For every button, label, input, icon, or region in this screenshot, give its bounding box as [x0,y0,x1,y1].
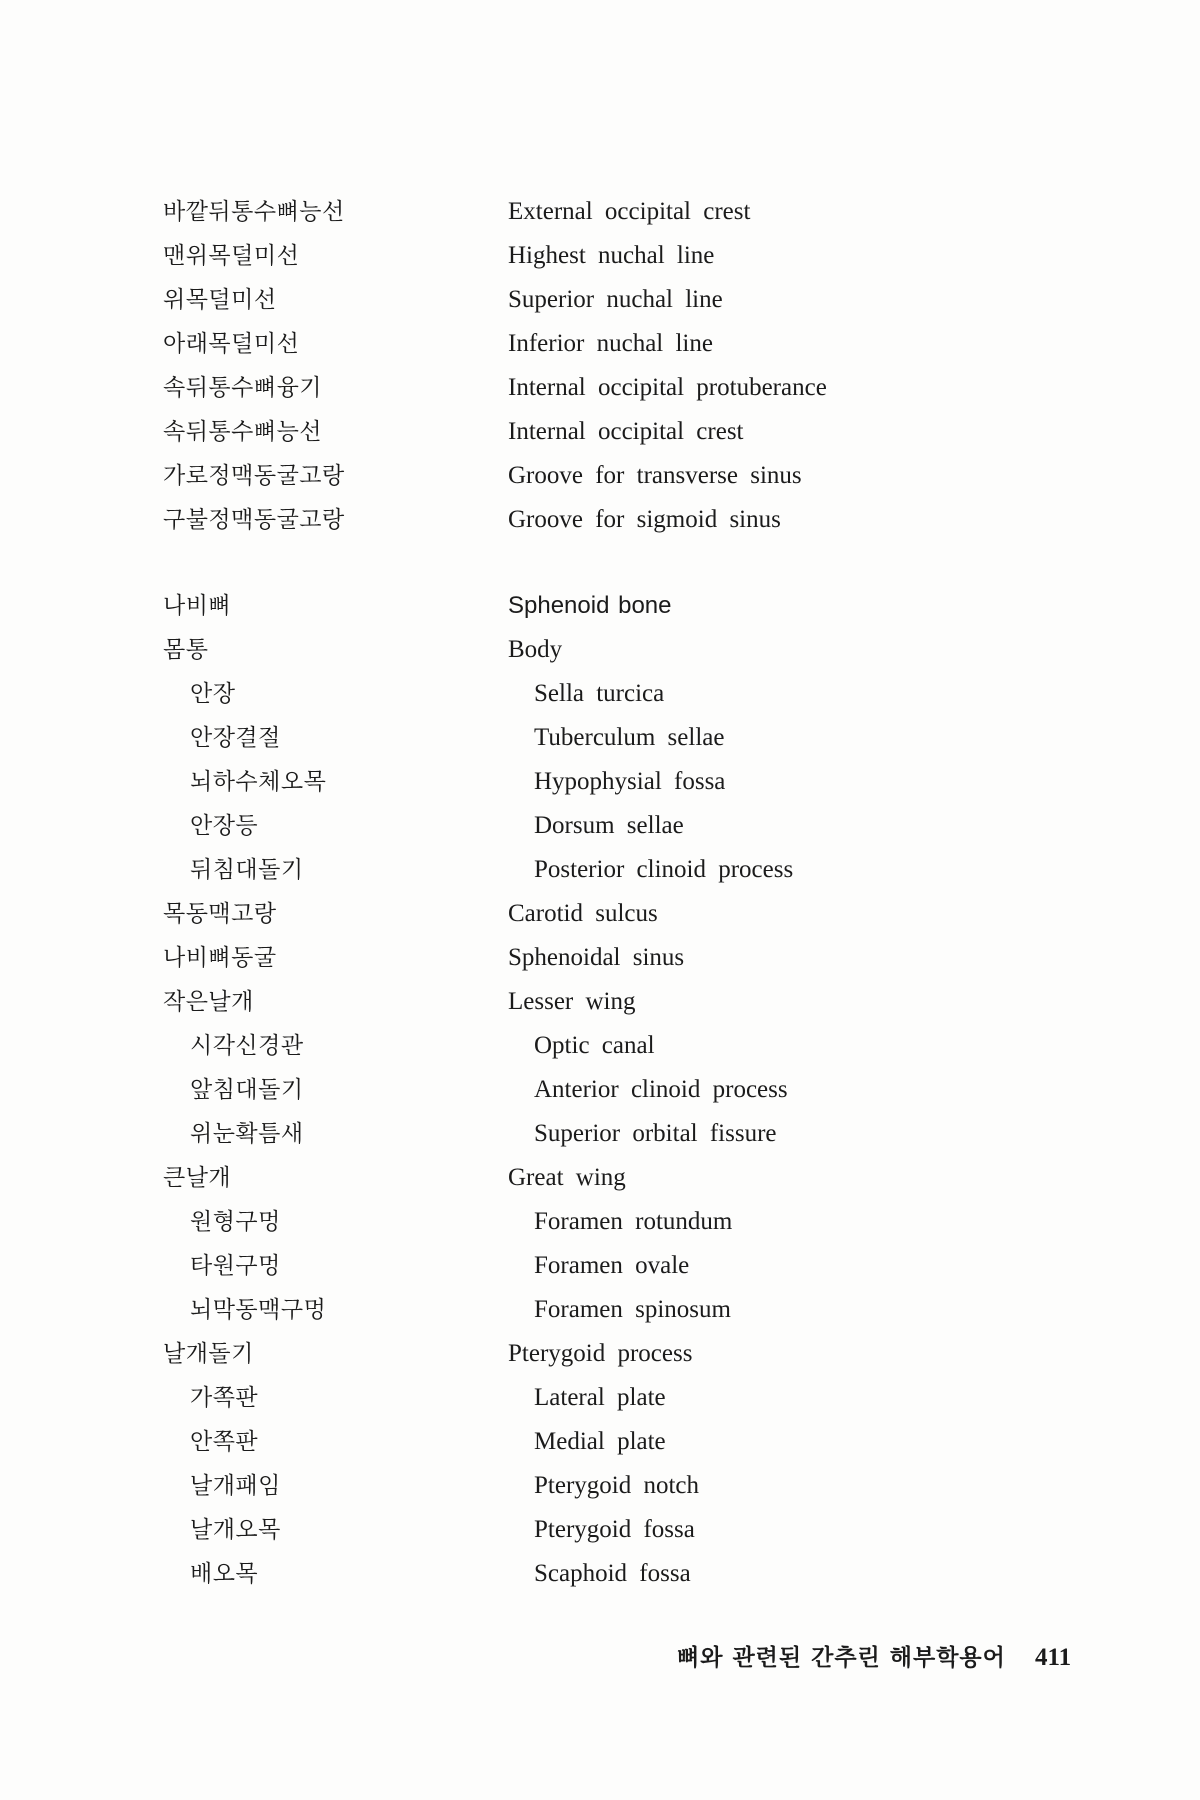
running-title: 뼈와 관련된 간추린 해부학용어 [677,1645,1006,1671]
term-subrow [0,848,1200,892]
korean-term: 속뒤통수뼈융기 [163,375,323,401]
english-term: Internal occipital crest [508,418,744,445]
korean-term: 안장결절 [190,725,281,751]
english-term: Foramen spinosum [534,1296,731,1323]
korean-term: 맨위목덜미선 [163,243,300,269]
english-term: Inferior nuchal line [508,330,713,357]
korean-term: 날개패임 [190,1473,281,1499]
korean-term: 안장 [190,681,236,707]
english-term: Great wing [508,1164,626,1191]
term-row [0,1332,1200,1376]
term-subrow [0,716,1200,760]
korean-term: 구불정맥동굴고랑 [163,507,345,533]
korean-term: 아래목덜미선 [163,331,300,357]
korean-term: 뇌막동맥구멍 [190,1297,327,1323]
korean-term: 타원구멍 [190,1253,281,1279]
term-row [0,936,1200,980]
term-list-occipital [0,190,1200,542]
term-subrow [0,1068,1200,1112]
korean-term: 나비뼈 [163,593,232,619]
term-row [0,278,1200,322]
page-footer [0,1638,1200,1678]
term-row [0,190,1200,234]
term-subrow [0,760,1200,804]
korean-term: 위눈확틈새 [190,1121,304,1147]
korean-term: 안장등 [190,813,259,839]
english-term: Highest nuchal line [508,242,715,269]
term-row [0,454,1200,498]
term-subrow [0,1200,1200,1244]
term-subrow [0,1112,1200,1156]
korean-term: 큰날개 [163,1165,232,1191]
korean-term: 시각신경관 [190,1033,304,1059]
term-subrow [0,1288,1200,1332]
term-subrow [0,1024,1200,1068]
korean-term: 위목덜미선 [163,287,277,313]
english-term: Lateral plate [534,1384,666,1411]
english-term: Pterygoid notch [534,1472,700,1499]
korean-term: 뇌하수체오목 [190,769,327,795]
korean-term: 몸통 [163,637,209,663]
english-term: Carotid sulcus [508,900,658,927]
term-subrow [0,804,1200,848]
term-heading-row [0,584,1200,628]
korean-term: 배오목 [190,1561,259,1587]
term-subrow [0,672,1200,716]
english-term: External occipital crest [508,198,751,225]
term-row [0,498,1200,542]
english-term: Superior orbital fissure [534,1120,777,1147]
english-term: Hypophysial fossa [534,768,726,795]
term-row [0,980,1200,1024]
english-term: Optic canal [534,1032,655,1059]
english-term: Lesser wing [508,988,636,1015]
korean-term: 날개돌기 [163,1341,254,1367]
term-row [0,1156,1200,1200]
english-term: Groove for sigmoid sinus [508,506,781,533]
korean-term: 나비뼈동굴 [163,945,277,971]
term-subrow [0,1420,1200,1464]
english-term: Sphenoidal sinus [508,944,685,971]
term-list-sphenoid [0,584,1200,1596]
korean-term: 안쪽판 [190,1429,259,1455]
term-row [0,628,1200,672]
term-subrow [0,1376,1200,1420]
english-term: Foramen rotundum [534,1208,733,1235]
korean-term: 앞침대돌기 [190,1077,304,1103]
english-term: Medial plate [534,1428,666,1455]
korean-term: 작은날개 [163,989,254,1015]
english-term: Scaphoid fossa [534,1560,691,1587]
english-term: Superior nuchal line [508,286,723,313]
term-subrow [0,1464,1200,1508]
korean-term: 원형구멍 [190,1209,281,1235]
korean-term: 날개오목 [190,1517,281,1543]
korean-term: 가로정맥동굴고랑 [163,463,345,489]
korean-term: 뒤침대돌기 [190,857,304,883]
english-term: Sella turcica [534,680,665,707]
korean-term: 바깥뒤통수뼈능선 [163,199,345,225]
term-subrow [0,1244,1200,1288]
english-term: Internal occipital protuberance [508,374,827,401]
page-number: 411 [1035,1644,1072,1671]
english-term: Foramen ovale [534,1252,690,1279]
term-row [0,892,1200,936]
english-term: Pterygoid fossa [534,1516,695,1543]
english-term: Dorsum sellae [534,812,684,839]
term-row [0,366,1200,410]
term-row [0,322,1200,366]
korean-term: 가쪽판 [190,1385,259,1411]
english-term: Anterior clinoid process [534,1076,788,1103]
english-term: Tuberculum sellae [534,724,725,751]
english-term: Groove for transverse sinus [508,462,802,489]
term-row [0,234,1200,278]
english-term: Sphenoid bone [508,592,672,619]
term-subrow [0,1552,1200,1596]
term-row [0,410,1200,454]
english-term: Pterygoid process [508,1340,693,1367]
term-subrow [0,1508,1200,1552]
korean-term: 목동맥고랑 [163,901,277,927]
english-term: Body [508,636,563,663]
korean-term: 속뒤통수뼈능선 [163,419,323,445]
english-term: Posterior clinoid process [534,856,794,883]
